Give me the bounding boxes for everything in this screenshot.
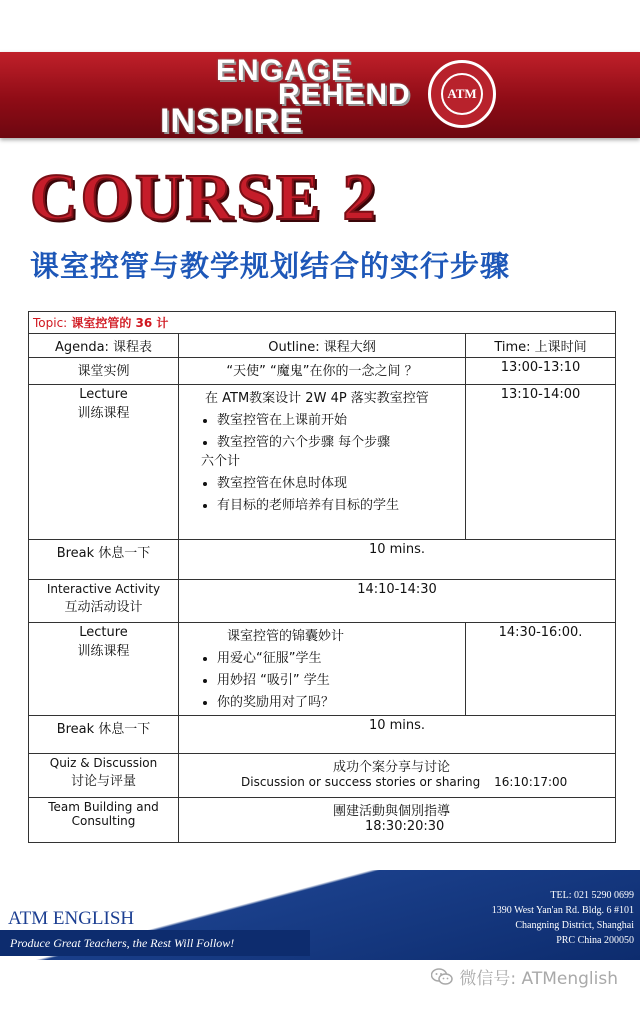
agenda-cn: 训练课程 <box>77 644 130 659</box>
agenda-cell: Break 休息一下 <box>29 540 179 580</box>
agenda-cell: 课堂实例 <box>29 358 179 385</box>
banner-word-inspire: INSPIRE <box>160 102 304 140</box>
outline-cell: 14:10-14:30 <box>179 580 616 623</box>
table-row <box>29 385 616 540</box>
header-time: Time: 上课时间 <box>466 334 616 358</box>
agenda-en: Lecture <box>79 625 128 640</box>
banner-word-engage: ENGAGE <box>216 54 353 87</box>
table-row <box>29 580 616 623</box>
outline-lead: 在 ATM教案设计 2W 4P 落实教室控管 <box>205 391 429 406</box>
table-row <box>29 540 616 580</box>
topic-label: Topic: <box>33 316 68 330</box>
outline-cell <box>179 385 466 540</box>
outline-list <box>183 409 461 513</box>
outline-cell: 10 mins. <box>179 540 616 580</box>
outline-cn: 成功个案分享与讨论 <box>333 760 451 775</box>
table-row <box>29 623 616 716</box>
time-cell: 13:00-13:10 <box>466 358 616 385</box>
time-text: 18:30:20:30 <box>365 819 445 834</box>
list-item: • 你的奖励用对了吗？ <box>217 691 461 710</box>
contact-country: PRC China 200050 <box>556 935 634 946</box>
list-item: • 有目标的老师培养有目标的学生 <box>217 494 461 513</box>
outline-en <box>183 775 611 789</box>
outline-en-text: Discussion or success stories or sharing <box>241 775 481 789</box>
agenda-cell <box>29 385 179 540</box>
outline-list <box>183 647 461 710</box>
contact-address: 1390 West Yan'an Rd. Bldg. 6 #101 <box>491 905 634 916</box>
banner-word-comprehend: REHEND <box>278 78 411 111</box>
page-title: COURSE 2 <box>30 161 379 234</box>
time-cell: 14:30-16:00. <box>466 623 616 716</box>
header-outline: Outline: 课程大纲 <box>179 334 466 358</box>
header-banner <box>0 52 640 138</box>
table-row <box>29 358 616 385</box>
wechat-watermark <box>431 964 618 989</box>
agenda-en: Quiz & Discussion <box>49 756 158 770</box>
wechat-icon <box>431 968 453 986</box>
agenda-cn: 互动活动设计 <box>64 600 143 615</box>
footer-contact <box>492 888 634 948</box>
list-item: • 用爱心“征服”学生 <box>217 647 461 666</box>
contact-district: Changning District, Shanghai <box>515 920 634 931</box>
atm-seal-logo <box>428 60 496 128</box>
time-cell: 13:10-14:00 <box>466 385 616 540</box>
header-agenda: Agenda: 课程表 <box>29 334 179 358</box>
outline-cell <box>179 623 466 716</box>
topic-value: 课室控管的 36 计 <box>71 316 169 330</box>
outline-cell <box>179 798 616 843</box>
agenda-cell <box>29 580 179 623</box>
list-item-text: 教室控管的六个步骤 每个步骤 <box>217 435 391 450</box>
list-item-continuation: 六个计 <box>201 454 241 469</box>
outline-cell: “天使” “魔鬼”在你的一念之间 ？ <box>179 358 466 385</box>
outline-cell: 10 mins. <box>179 716 616 754</box>
topic-cell <box>29 312 616 334</box>
agenda-en: Team Building and <box>48 800 159 814</box>
agenda-cn: 训练课程 <box>77 406 130 421</box>
table-row <box>29 798 616 843</box>
topic-row <box>29 312 616 334</box>
outline-cn: 團建活動與個別指導 <box>333 804 451 819</box>
seal-text: ATM <box>441 73 483 115</box>
page-subtitle: 课室控管与教学规划结合的实行步骤 <box>30 249 511 283</box>
footer-slogan: Produce Great Teachers, the Rest Will Follow! <box>0 930 310 956</box>
agenda-cn: 讨论与评量 <box>70 774 136 789</box>
list-item: • 教室控管在上课前开始 <box>217 409 461 428</box>
agenda-table <box>28 311 616 843</box>
agenda-cell <box>29 754 179 798</box>
outline-cell <box>179 754 616 798</box>
list-item <box>201 431 461 469</box>
footer-logo: ATM ENGLISH <box>8 908 135 929</box>
wechat-id-text: 微信号: ATMenglish <box>459 969 618 989</box>
contact-phone: TEL: 021 5290 0699 <box>550 890 634 901</box>
agenda-cell <box>29 623 179 716</box>
list-item: • 用妙招 “吸引” 学生 <box>217 669 461 688</box>
time-text: 16:10:17:00 <box>494 775 568 789</box>
list-item: • 教室控管在休息时体现 <box>217 472 461 491</box>
agenda-en-2: Consulting <box>71 814 136 828</box>
agenda-cell <box>29 798 179 843</box>
header-row <box>29 334 616 358</box>
banner-slogan-words <box>160 52 500 138</box>
table-row <box>29 716 616 754</box>
agenda-en: Interactive Activity <box>46 582 161 596</box>
agenda-en: Lecture <box>79 387 128 402</box>
table-row <box>29 754 616 798</box>
agenda-cell: Break 休息一下 <box>29 716 179 754</box>
outline-lead: 课室控管的锦囊妙计 <box>227 629 345 644</box>
